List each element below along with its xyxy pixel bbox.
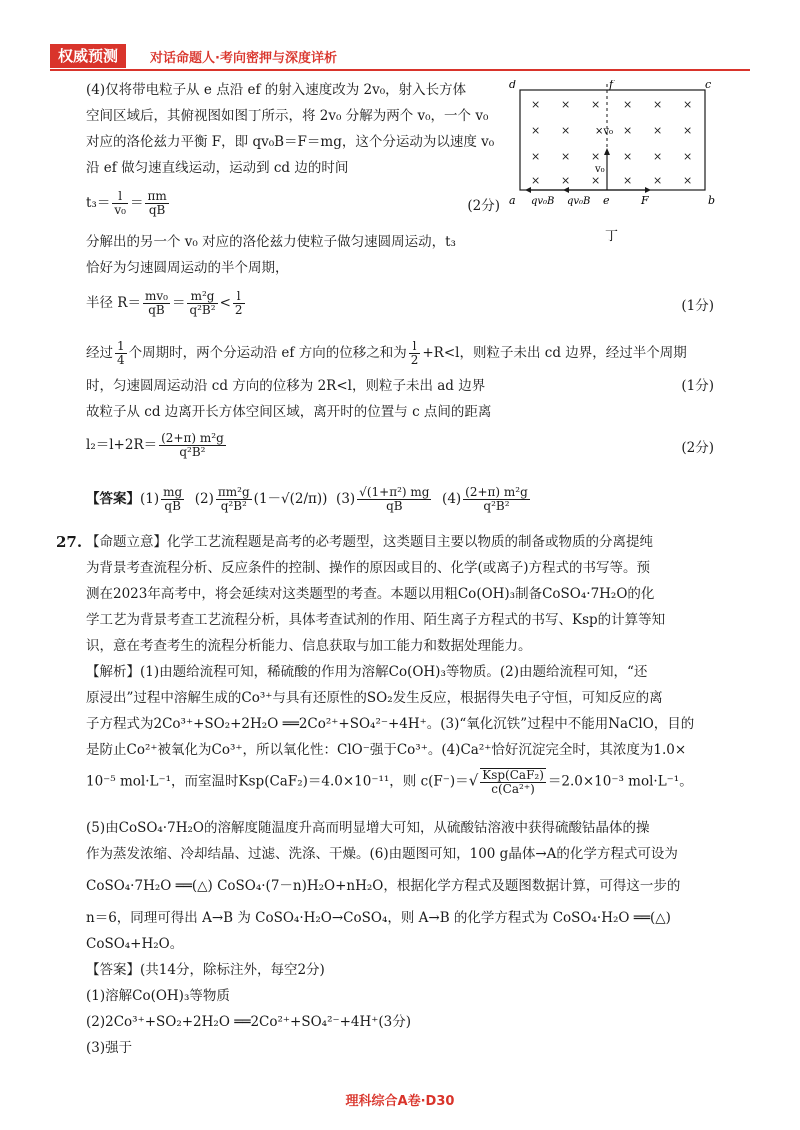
- q27-line-15: CoSO₄+H₂O。: [86, 936, 184, 952]
- svg-text:×: ×: [531, 174, 541, 187]
- radius-score: (1分): [681, 298, 714, 314]
- l2-equation: l₂＝l+2R＝ $\frac{\text{(2+π) m²g}}{\text{q²B²}}$: [86, 431, 224, 459]
- figure-caption: 丁: [605, 229, 619, 244]
- svg-text:×: ×: [653, 124, 663, 137]
- svg-text:×: ×: [653, 150, 663, 163]
- svg-text:×: ×: [531, 98, 541, 111]
- svg-text:×: ×: [683, 124, 693, 137]
- part4-line-1: (4)仅将带电粒子从 e 点沿 ef 的射入速度改为 2v₀，射入长方体: [86, 82, 467, 98]
- radius-equation: 半径 R＝ $\frac{\text{mv₀}}{qB}$ ＝ $\frac{\text{m²g}}{\text{q²B²}}$ < $\frac{l}{2}$: [86, 289, 243, 317]
- svg-text:×: ×: [561, 124, 571, 137]
- l2-score: (2分): [681, 440, 714, 456]
- q27-line-9: 是防止Co²⁺被氧化为Co³⁺，所以氧化性：ClO⁻强于Co³⁺。(4)Ca²⁺恰好沉淀完全时，其浓度为1.0×: [86, 742, 687, 758]
- brand-label: 权威预测: [50, 44, 126, 68]
- t3-equation: t₃＝ $\frac{l}{\text{v₀}}$ ＝ $\frac{\pi m}{qB}$: [86, 189, 167, 217]
- force-label-1: qv₀B: [531, 196, 555, 207]
- q27-line-6: 【解析】(1)由题给流程可知，稀硫酸的作用为溶解Co(OH)₃等物质。(2)由题给流程可知，“还: [86, 664, 648, 680]
- svg-text:×: ×: [591, 150, 601, 163]
- part4-line-p3: 故粒子从 cd 边离开长方体空间区域，离开时的位置与 c 点间的距离: [86, 404, 492, 420]
- svg-text:×: ×: [531, 150, 541, 163]
- svg-text:×: ×: [653, 98, 663, 111]
- svg-text:×: ×: [683, 150, 693, 163]
- field-x-marks: [531, 98, 692, 187]
- svg-text:×: ×: [561, 150, 571, 163]
- part4-line-4: 沿 ef 做匀速直线运动，运动到 cd 边的时间: [86, 160, 349, 176]
- question-27-number: 27.: [56, 533, 83, 551]
- q27-answer-2: (2)2Co³⁺+SO₂+2H₂O ══2Co²⁺+SO₄²⁻+4H⁺(3分): [86, 1014, 412, 1030]
- q27-line-7: 原浸出”过程中溶解生成的Co³⁺与具有还原性的SO₂发生反应，根据得失电子守恒，可知反应的离: [86, 690, 663, 706]
- q27-answer-3: (3)强于: [86, 1040, 133, 1056]
- svg-text:×: ×: [561, 98, 571, 111]
- part4-line-3: 对应的洛伦兹力平衡 F，即 qv₀B＝F＝mg，这个分运动为以速度 v₀: [86, 134, 495, 150]
- t3-lhs: t₃＝: [86, 195, 111, 211]
- svg-text:×: ×: [683, 98, 693, 111]
- svg-text:×: ×: [653, 174, 663, 187]
- header-subtitle: 对话命题人·考向密押与深度详析: [150, 51, 337, 66]
- svg-text:×: ×: [623, 98, 633, 111]
- svg-text:×: ×: [623, 150, 633, 163]
- svg-text:×: ×: [591, 174, 601, 187]
- point-e: e: [603, 194, 610, 207]
- part4-line-5: 分解出的另一个 v₀ 对应的洛伦兹力使粒子做匀速圆周运动，t₃: [86, 234, 456, 250]
- q27-line-8: 子方程式为2Co³⁺+SO₂+2H₂O ══2Co²⁺+SO₄²⁻+4H⁺。(3)“氧化沉铁”过程中不能用NaClO，目的: [86, 716, 695, 732]
- v0-label: v₀: [595, 164, 605, 175]
- q27-answer-1: (1)溶解Co(OH)₃等物质: [86, 988, 230, 1004]
- part4-line-p2: 时，匀速圆周运动沿 cd 方向的位移为 2R<l，则粒子未出 ad 边界: [86, 378, 486, 394]
- p2-score: (1分): [681, 378, 714, 394]
- force-label-2: qv₀B: [567, 196, 591, 207]
- r-fraction-2: $\frac{\text{m²g}}{\text{q²B²}}$: [189, 289, 216, 317]
- svg-text:×: ×: [591, 98, 601, 111]
- part4-period-line: 经过 $\frac{1}{4}$ 个周期时，两个分运动沿 ef 方向的位移之和为 $\frac{l}{2}$ +R<l，则粒子未出 cd 边界，经过半个周期: [86, 339, 687, 367]
- q27-line-5: 识，意在考查考生的流程分析能力、信息获取与加工能力和数据处理能力。: [86, 638, 532, 654]
- t3-fraction-1: $\frac{l}{\text{v₀}}$: [114, 189, 126, 217]
- svg-text:×: ×: [623, 124, 633, 137]
- q27-line-11: (5)由CoSO₄·7H₂O的溶解度随温度升高而明显增大可知，从硫酸钴溶液中获得硫酸钴晶体的操: [86, 820, 650, 836]
- q27-line-1: 【命题立意】化学工艺流程题是高考的必考题型，这类题目主要以物质的制备或物质的分离提纯: [86, 534, 653, 550]
- point-f: f: [609, 80, 614, 91]
- header-divider: [50, 69, 750, 71]
- q27-line-14: n＝6，同理可得出 A→B 为 CoSO₄·H₂O→CoSO₄，则 A→B 的化学方程式为 CoSO₄·H₂O ══(△): [86, 910, 671, 926]
- figure-ding: [505, 80, 720, 245]
- q27-answer-header: 【答案】(共14分，除标注外，每空2分): [86, 962, 325, 978]
- part4-line-6: 恰好为匀速圆周运动的半个周期，: [86, 260, 289, 276]
- field-rectangle: [520, 90, 705, 190]
- q27-line-2: 为背景考查流程分析、反应条件的控制、操作的原因或目的、化学(或离子)方程式的书写等。预: [86, 560, 651, 576]
- t3-fraction-2: $\frac{\pi m}{qB}$: [147, 189, 167, 217]
- corner-d: d: [509, 80, 517, 91]
- q27-line-3: 测在2023年高考中，将会延续对这类题型的考查。本题以用粗Co(OH)₃制备CoSO₄·7H₂O的化: [86, 586, 655, 602]
- page-header: [50, 44, 750, 70]
- corner-b: b: [708, 194, 716, 207]
- svg-text:×: ×: [561, 174, 571, 187]
- corner-a: a: [509, 194, 516, 207]
- part4-line-2: 空间区域后，其俯视图如图丁所示，将 2v₀ 分解为两个 v₀，一个 v₀: [86, 108, 489, 124]
- t3-score: (2分): [467, 198, 500, 214]
- r-fraction-3: $\frac{l}{2}$: [234, 289, 243, 317]
- page-footer: 理科综合A卷·D30: [345, 1094, 455, 1109]
- q27-line-4: 学工艺为背景考查工艺流程分析，具体考查试剂的作用、陌生离子方程式的书写、Ksp的计算等知: [86, 612, 666, 628]
- svg-text:×: ×: [623, 174, 633, 187]
- part4-answer: 【答案】(1) $\frac{mg}{qB}$ (2) $\frac{\text{πm²g}}{\text{q²B²}}$ (1－√(2/π)) (3) $\frac{\text{√(1+π²) mg}}{qB}$ (4) $\frac{\text{(2+π) m²g}}{\text{q²B²}}$: [86, 485, 528, 513]
- r-fraction-1: $\frac{\text{mv₀}}{qB}$: [144, 289, 168, 317]
- q27-line-13: CoSO₄·7H₂O ══(△) CoSO₄·(7－n)H₂O+nH₂O，根据化学方程式及题图数据计算，可得这一步的: [86, 878, 681, 894]
- svg-text:×: ×: [683, 174, 693, 187]
- q27-line-10: 10⁻⁵ mol·L⁻¹，而室温时Ksp(CaF₂)＝4.0×10⁻¹¹，则 c(F⁻)＝√ $\frac{\text{Ksp(CaF₂)}}{\text{c(Ca²⁺)}}$ ＝2.0×10⁻³ mol·L⁻¹。: [86, 768, 693, 796]
- svg-text:×: ×: [531, 124, 541, 137]
- force-label-F: F: [641, 194, 649, 207]
- q27-line-12: 作为蒸发浓缩、冷却结晶、过滤、洗涤、干燥。(6)由题图可知，100 g晶体→A的化学方程式可设为: [86, 846, 678, 862]
- xv0-label: ×v₀: [595, 126, 614, 137]
- corner-c: c: [705, 80, 712, 91]
